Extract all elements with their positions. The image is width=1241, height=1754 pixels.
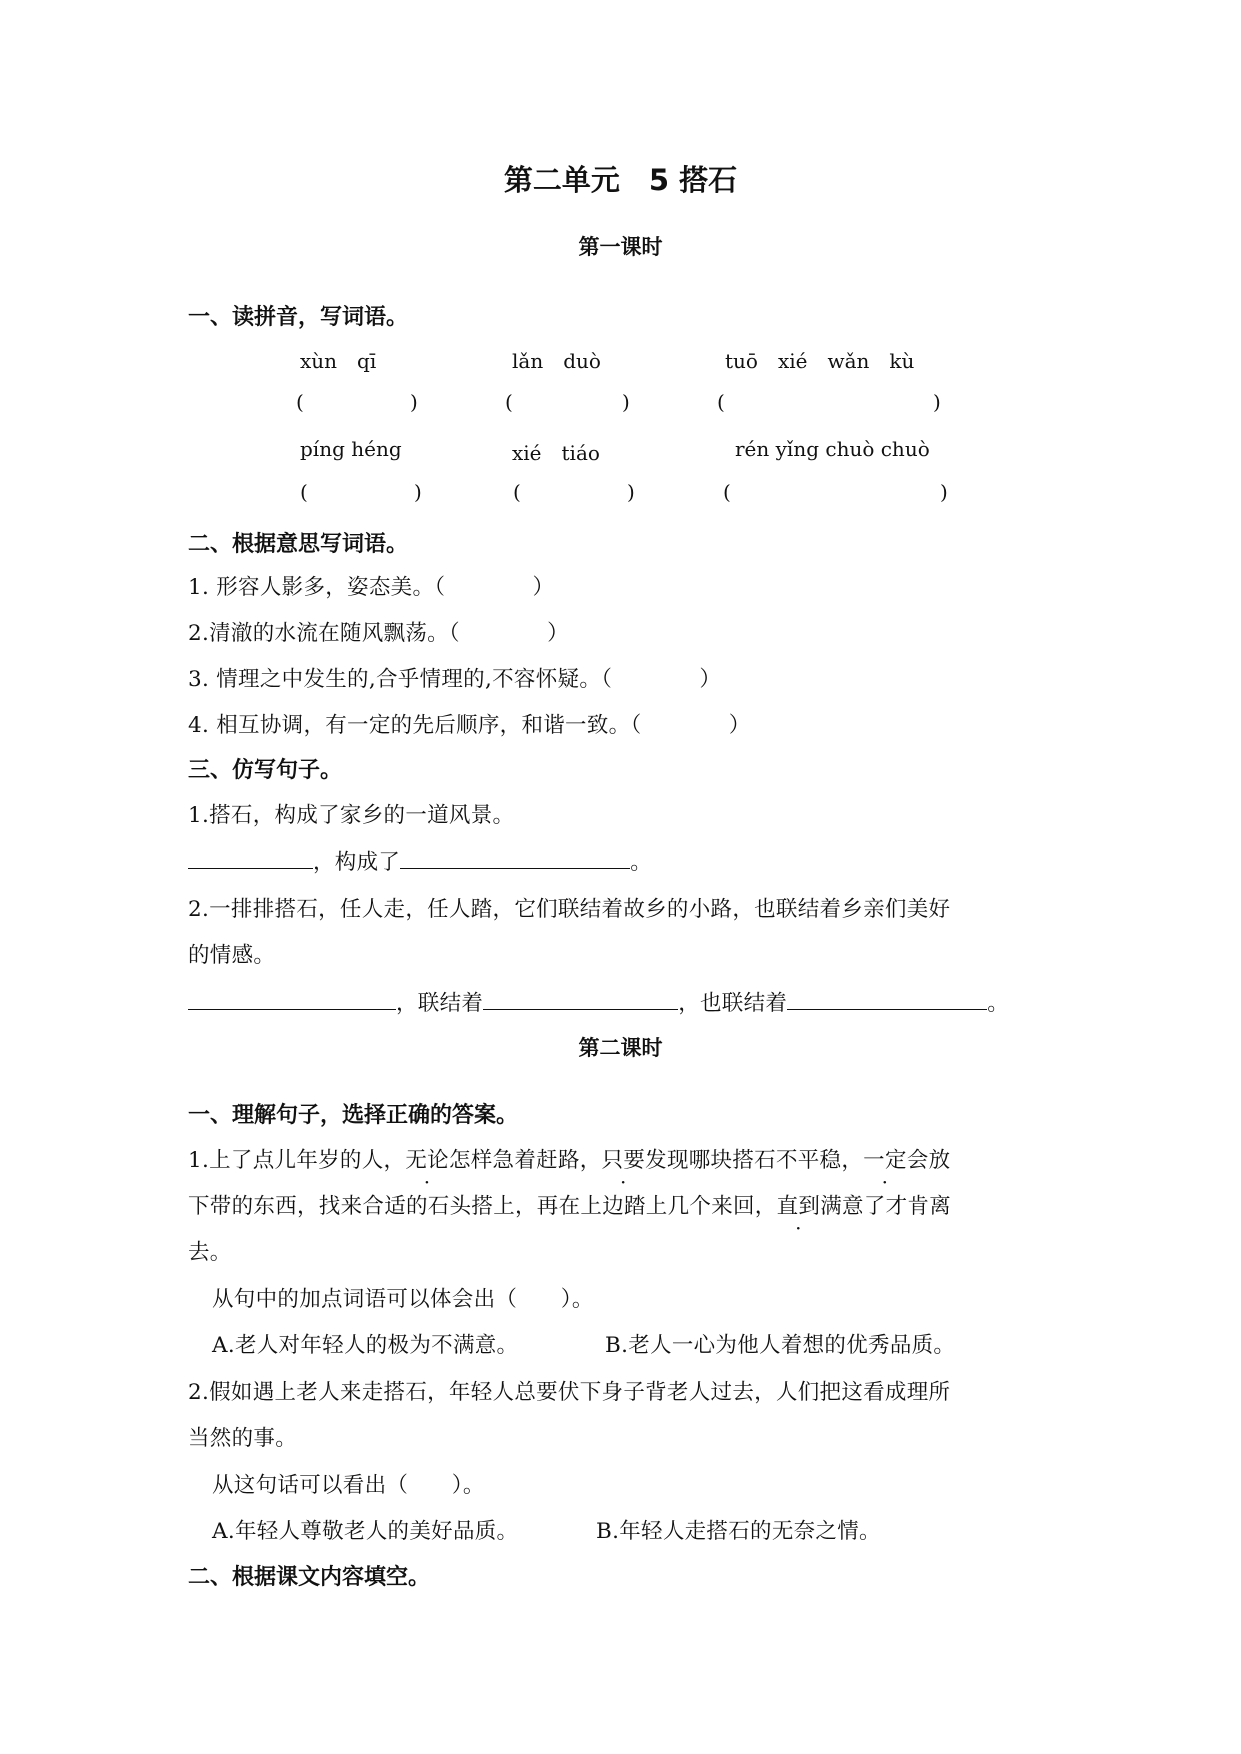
fill-in-line (188, 986, 1009, 1017)
question-item: 3. 情理之中发生的,合乎情理的,不容怀疑。（ ） (188, 667, 722, 692)
answer-blank[interactable] (188, 987, 396, 1010)
answer-paren-left: ( (300, 480, 308, 504)
pinyin-word: tuō xié wǎn kù (725, 349, 915, 373)
question-item: 2.清澈的水流在随风飘荡。（ ） (188, 621, 569, 646)
dotted-word: 只要 (601, 1148, 646, 1173)
question-item-cont: 下带的东西，找来合适的石头搭上，再在上边踏上几个来回，直到满意了才肯离 (188, 1194, 952, 1219)
option-a[interactable]: A.年轻人尊敬老人的美好品质。 (212, 1519, 519, 1544)
section-heading-meaning: 二、根据意思写词语。 (188, 532, 409, 557)
pinyin-word: rén yǐng chuò chuò (735, 437, 930, 461)
section-heading-pinyin: 一、读拼音，写词语。 (188, 305, 409, 330)
fill-text: 。 (630, 850, 653, 875)
question-item: 1.搭石，构成了家乡的一道风景。 (188, 803, 515, 828)
answer-paren-left: ( (513, 480, 521, 504)
fill-text: 。 (987, 991, 1010, 1016)
fill-text: ，联结着 (396, 991, 484, 1016)
question-item: 1. 形容人影多，姿态美。（ ） (188, 575, 555, 600)
dotted-word: 一定 (863, 1148, 907, 1173)
section-heading-fill: 二、根据课文内容填空。 (188, 1565, 431, 1590)
question-item: 1.上了点儿年岁的人，无论怎样急着赶路，只要发现哪块搭石不平稳，一定会放 (188, 1148, 951, 1173)
answer-paren-right: ) (940, 480, 948, 504)
answer-paren-right: ) (627, 480, 635, 504)
answer-paren-right: ) (410, 390, 418, 414)
dotted-word: 直到 (776, 1194, 821, 1219)
question-item: 2.假如遇上老人来走搭石，年轻人总要伏下身子背老人过去，人们把这看成理所 (188, 1380, 951, 1405)
question-item: 4. 相互协调，有一定的先后顺序，和谐一致。（ ） (188, 713, 751, 738)
question-item: 2.一排排搭石，任人走，任人踏，它们联结着故乡的小路，也联结着乡亲们美好 (188, 897, 951, 922)
dotted-word: 无论 (405, 1148, 449, 1173)
pinyin-word: lǎn duò (512, 349, 601, 373)
answer-paren-right: ) (933, 390, 941, 414)
pinyin-word: xié tiáo (512, 441, 600, 465)
question-item-cont: 当然的事。 (188, 1426, 298, 1451)
question-prompt: 从句中的加点词语可以体会出（ ）。 (212, 1287, 594, 1312)
fill-text: ，也联结着 (678, 991, 788, 1016)
fill-text: ，构成了 (313, 850, 401, 875)
answer-blank[interactable] (400, 846, 630, 869)
question-item-cont: 去。 (188, 1240, 232, 1265)
page-title: 第二单元 5 搭石 (503, 163, 738, 197)
lesson-1-label: 第一课时 (578, 235, 663, 259)
answer-paren-left: ( (505, 390, 513, 414)
option-b[interactable]: B.年轻人走搭石的无奈之情。 (596, 1519, 881, 1544)
answer-blank[interactable] (787, 987, 987, 1010)
pinyin-word: xùn qī (300, 349, 377, 373)
answer-blank[interactable] (483, 987, 678, 1010)
answer-paren-right: ) (622, 390, 630, 414)
question-prompt: 从这句话可以看出（ ）。 (212, 1473, 485, 1498)
answer-paren-left: ( (717, 390, 725, 414)
answer-paren-left: ( (723, 480, 731, 504)
question-item-cont: 的情感。 (188, 943, 276, 968)
answer-paren-right: ) (414, 480, 422, 504)
pinyin-word: píng héng (300, 437, 402, 461)
option-a[interactable]: A.老人对年轻人的极为不满意。 (212, 1333, 519, 1358)
section-heading-imitate: 三、仿写句子。 (188, 758, 343, 783)
section-heading-understand: 一、理解句子，选择正确的答案。 (188, 1103, 519, 1128)
fill-in-line (188, 845, 652, 876)
answer-paren-left: ( (296, 390, 304, 414)
option-b[interactable]: B.老人一心为他人着想的优秀品质。 (605, 1333, 956, 1358)
answer-blank[interactable] (188, 846, 313, 869)
lesson-2-label: 第二课时 (578, 1036, 663, 1060)
